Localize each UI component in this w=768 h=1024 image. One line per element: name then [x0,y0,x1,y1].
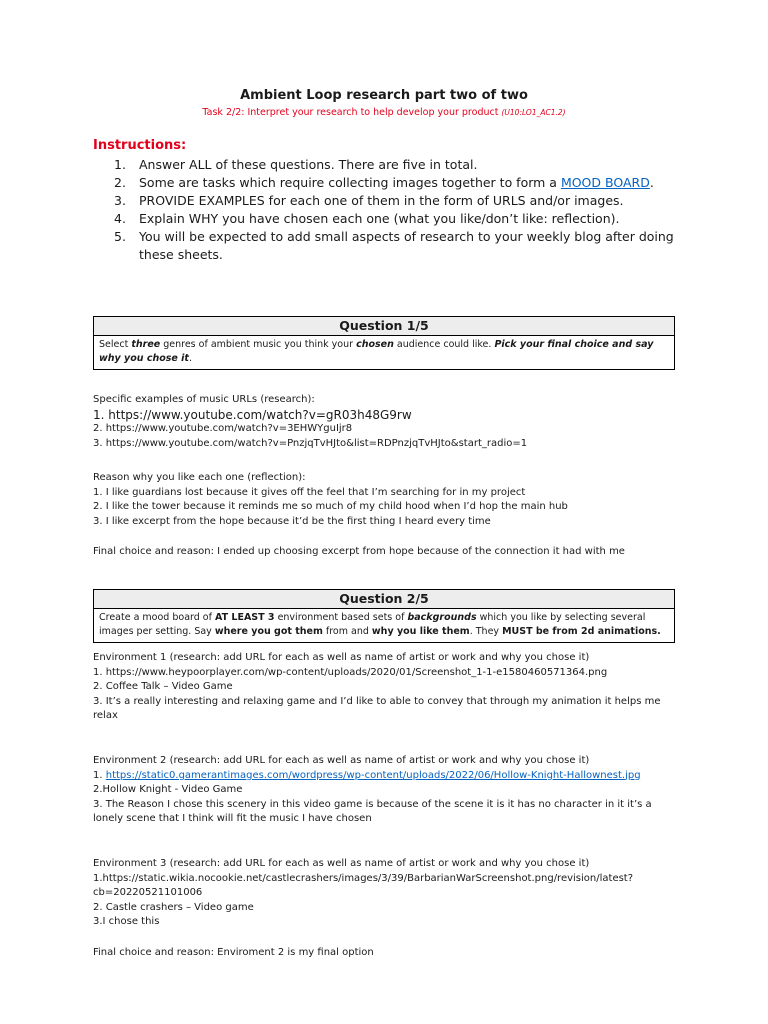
environment-line: 1.https://static.wikia.nocookie.net/castlecrashers/images/3/39/BarbarianWarScreenshot.png/revision/latest?cb=20220521101006 [93,872,634,898]
instructions-list [114,156,694,264]
instruction-text: Answer ALL of these questions. There are five in total. [139,157,478,172]
prompt-text: which you like by selecting several images per setting. Say [99,612,646,637]
question-1-final-choice: Final choice and reason: I ended up choosing excerpt from hope because of the connection it had with me [93,546,625,557]
instruction-text: PROVIDE EXAMPLES for each one of them in the form of URLS and/or images. [139,193,624,208]
question-1-heading: Question 1/5 [94,317,674,336]
question-2-prompt [94,609,674,642]
environment-label: Environment 1 (research: add URL for each as well as name of artist or work and why you chose it) [93,652,590,663]
instruction-number: 1. [114,157,126,172]
instruction-text: Explain WHY you have chosen each one (what you like/don’t like: reflection). [139,211,620,226]
reason-label: Reason why you like each one (reflection): [93,472,306,483]
question-2-box [93,589,675,643]
environment-3-block [93,857,673,930]
task-subtitle [0,107,768,118]
environment-line: 2.Hollow Knight - Video Game [93,784,243,795]
environment-line: 2. Castle crashers – Video game [93,901,254,913]
reason-item: 3. I like excerpt from the hope because it’d be the first thing I heard every time [93,515,491,527]
environment-line: 2. Coffee Talk – Video Game [93,681,233,692]
prompt-text: Create a mood board of [99,612,215,623]
instruction-number: 3. [114,193,126,208]
prompt-emphasis: Pick your final choice and say why you chose it [99,339,654,364]
prompt-text: . [188,353,192,364]
task-code: (U10:LO1_AC1.2) [501,108,566,117]
prompt-text: genres of ambient music you think your [160,339,357,350]
question-1-box [93,316,675,370]
environment-1-block [93,651,673,724]
prompt-text: audience could like. [393,339,495,350]
prompt-emphasis: three [131,339,161,350]
environment-line: 3. It’s a really interesting and relaxing game and I’d like to able to convey that through my animation it helps me relax [93,695,661,721]
prompt-text: environment based sets of [274,612,408,623]
instruction-text: You will be expected to add small aspects of research to your weekly blog after doing these sheets. [139,229,674,262]
instruction-text: Some are tasks which require collecting images together to form a [139,175,561,190]
instruction-text-end: . [649,175,654,190]
instructions-heading: Instructions: [93,138,187,153]
prompt-emphasis: AT LEAST 3 [215,612,275,623]
reason-item: 1. I like guardians lost because it gives off the feel that I’m searching for in my project [93,486,526,498]
environment-line-number: 1. [93,769,106,781]
question-2-final-choice: Final choice and reason: Enviroment 2 is my final option [93,947,374,958]
example-url: 3. https://www.youtube.com/watch?v=PnzjqTvHJto&list=RDPnzjqTvHJto&start_radio=1 [93,437,528,449]
prompt-emphasis: chosen [356,339,394,350]
environment-link-line [93,769,673,784]
instruction-number: 2. [114,175,126,190]
task-subtitle-text: Task 2/2: Interpret your research to help develop your product [202,107,499,118]
instruction-item [114,228,694,264]
prompt-emphasis: backgrounds [407,612,477,623]
prompt-text: from and [322,626,372,637]
instruction-number: 4. [114,211,126,226]
prompt-emphasis: MUST be from 2d animations. [502,626,661,637]
question-1-examples [93,393,673,451]
environment-line: 3.I chose this [93,916,160,927]
instruction-item [114,210,694,228]
hollow-knight-image-link[interactable]: https://static0.gamerantimages.com/wordpress/wp-content/uploads/2022/06/Hollow-Knight-Hallownest.jpg [105,769,641,781]
instruction-item [114,174,694,192]
mood-board-link[interactable]: MOOD BOARD [560,175,650,190]
prompt-emphasis: where you got them [214,626,323,637]
question-1-prompt [94,336,674,369]
document-title: Ambient Loop research part two of two [240,88,528,103]
question-2-heading: Question 2/5 [94,590,674,609]
instruction-item [114,192,694,210]
environment-label: Environment 3 (research: add URL for each as well as name of artist or work and why you chose it) [93,858,590,869]
environment-label: Environment 2 (research: add URL for each as well as name of artist or work and why you chose it) [93,755,590,766]
environment-line: 1. https://www.heypoorplayer.com/wp-content/uploads/2020/01/Screenshot_1-1-e1580460571364.png [93,666,608,678]
example-url: 1. https://www.youtube.com/watch?v=gR03h48G9rw [93,407,412,422]
prompt-emphasis: why you like them [371,626,470,637]
question-1-reasons [93,471,673,529]
environment-line: 3. The Reason I chose this scenery in this video game is because of the scene it is it has no character in it it’s a lonely scene that I think will fit the music I have chosen [93,798,652,824]
environment-2-block [93,754,673,827]
examples-label: Specific examples of music URLs (research): [93,394,315,405]
prompt-text: . They [469,626,503,637]
instruction-number: 5. [114,229,126,244]
example-url: 2. https://www.youtube.com/watch?v=3EHWYguIjr8 [93,423,353,434]
reason-item: 2. I like the tower because it reminds me so much of my child hood when I’d hop the main hub [93,501,568,512]
prompt-text: Select [99,339,132,350]
instruction-item [114,156,694,174]
